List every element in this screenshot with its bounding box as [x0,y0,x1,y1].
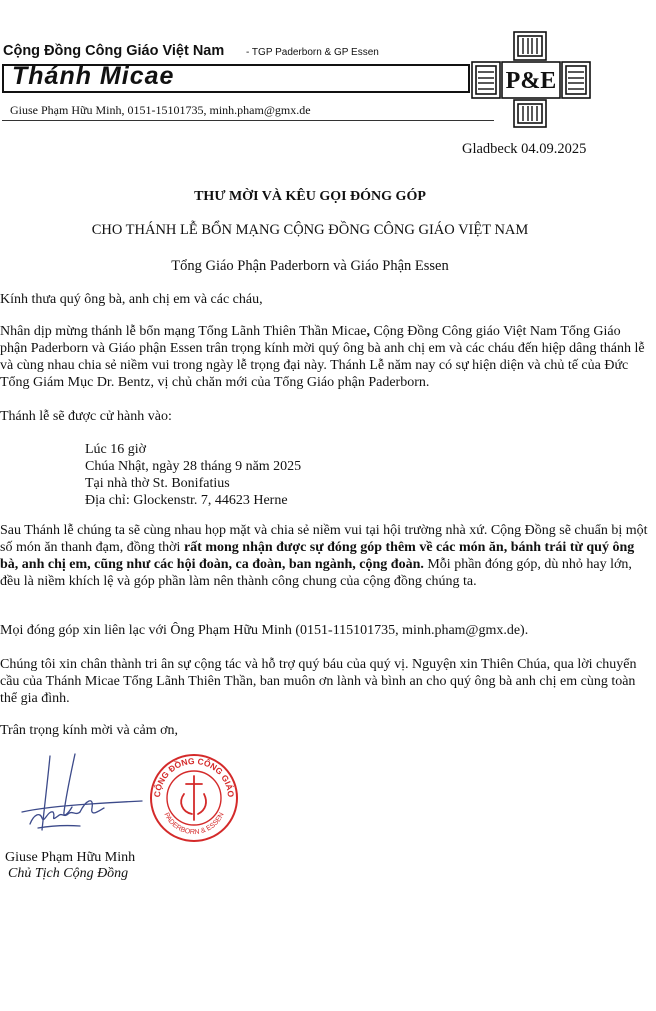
org-name: Cộng Đồng Công Giáo Việt Nam [3,43,225,59]
stamp-bottom-text: PADERBORN & ESSEN [162,811,226,837]
community-seal-stamp [148,752,240,844]
intro-paragraph [0,323,650,391]
signer-name: Giuse Phạm Hữu Minh [5,850,136,865]
letter-date: Gladbeck 04.09.2025 [462,141,587,157]
intro-text-2: Cộng Đồng Công giáo Việt Nam Tổng Giáo phận Paderborn và Giáo phận Essen trân trọng kính mời quý ông bà anh chị em và các cháu đến hiệp dâng thánh lễ và cùng nhau chia sẻ niềm vui trong ngày lễ trọng đại này. Thánh Lễ năm nay có sự hiện diện và chủ tế của Đức Tổng Giám Mục Dr. Bentz, vị chủ chăn mới của Tổng Giáo phận Paderborn. [0,324,645,390]
contact-paragraph: Mọi đóng góp xin liên lạc với Ông Phạm Hữu Minh (0151-115101735, minh.pham@gmx.de). [0,623,529,638]
after-mass-text-1: Sau Thánh lễ chúng ta sẽ cùng nhau họp mặt và chia sẻ niềm vui tại hội trường nhà xứ. Cộng Đồng sẽ chuẩn bị một số món ăn thanh đạm, đồng thời [0,523,648,555]
intro-comma: , [366,324,370,339]
after-mass-text-2: Mỗi phần đóng góp, dù nhỏ hay lớn, đều là niềm khích lệ và góp phần làm nên thành công chung của cộng đồng chúng ta. [0,557,632,589]
mass-day: Chúa Nhật, ngày 28 tháng 9 năm 2025 [85,459,302,474]
community-name: Thánh Micae [12,62,175,90]
stamp-top-text: CỘNG ĐỒNG CÔNG GIÁO [151,755,237,798]
letter-subtitle: CHO THÁNH LỄ BỔN MẠNG CỘNG ĐỒNG CÔNG GIÁO VIỆT NAM [91,222,529,238]
mass-address: Địa chỉ: Glockenstr. 7, 44623 Herne [85,493,288,508]
logo-text: P&E [505,68,557,94]
after-mass-paragraph [0,522,650,590]
letter-main-title: THƯ MỜI VÀ KÊU GỌI ĐÓNG GÓP [194,189,426,204]
closing-line: Trân trọng kính mời và cảm ơn, [0,723,178,738]
letterhead-contact: Giuse Phạm Hữu Minh, 0151-15101735, minh.pham@gmx.de [10,103,311,117]
intro-text-1: Nhân dịp mừng thánh lễ bổn mạng Tổng Lãnh Thiên Thần Micae [0,324,367,339]
pe-cross-logo [466,28,596,131]
thanks-paragraph: Chúng tôi xin chân thành tri ân sự cộng tác và hỗ trợ quý báu của quý vị. Nguyện xin Thiên Chúa, qua lời chuyển cầu của Thánh Micae Tổng Lãnh Thiên Thần, ban muôn ơn lành và bình an cho quý ông bà anh chị em cùng toàn thể gia đình. [0,657,637,706]
signer-title: Chủ Tịch Cộng Đồng [8,866,129,881]
org-subtitle: - TGP Paderborn & GP Essen [246,47,379,58]
letter-region: Tổng Giáo Phận Paderborn và Giáo Phận Essen [171,258,449,274]
mass-time: Lúc 16 giờ [85,442,147,457]
after-mass-bold: rất mong nhận được sự đóng góp thêm về các món ăn, bánh trái từ quý ông bà, anh chị em, cũng như các hội đoàn, ca đoàn, ban ngành, cộng đoàn. [0,540,635,572]
mass-place: Tại nhà thờ St. Bonifatius [85,476,230,491]
letterhead-divider [2,120,494,121]
greeting: Kính thưa quý ông bà, anh chị em và các cháu, [0,292,263,307]
mass-intro: Thánh lễ sẽ được cử hành vào: [0,409,172,424]
mass-details [85,441,301,509]
handwritten-signature [20,752,145,842]
